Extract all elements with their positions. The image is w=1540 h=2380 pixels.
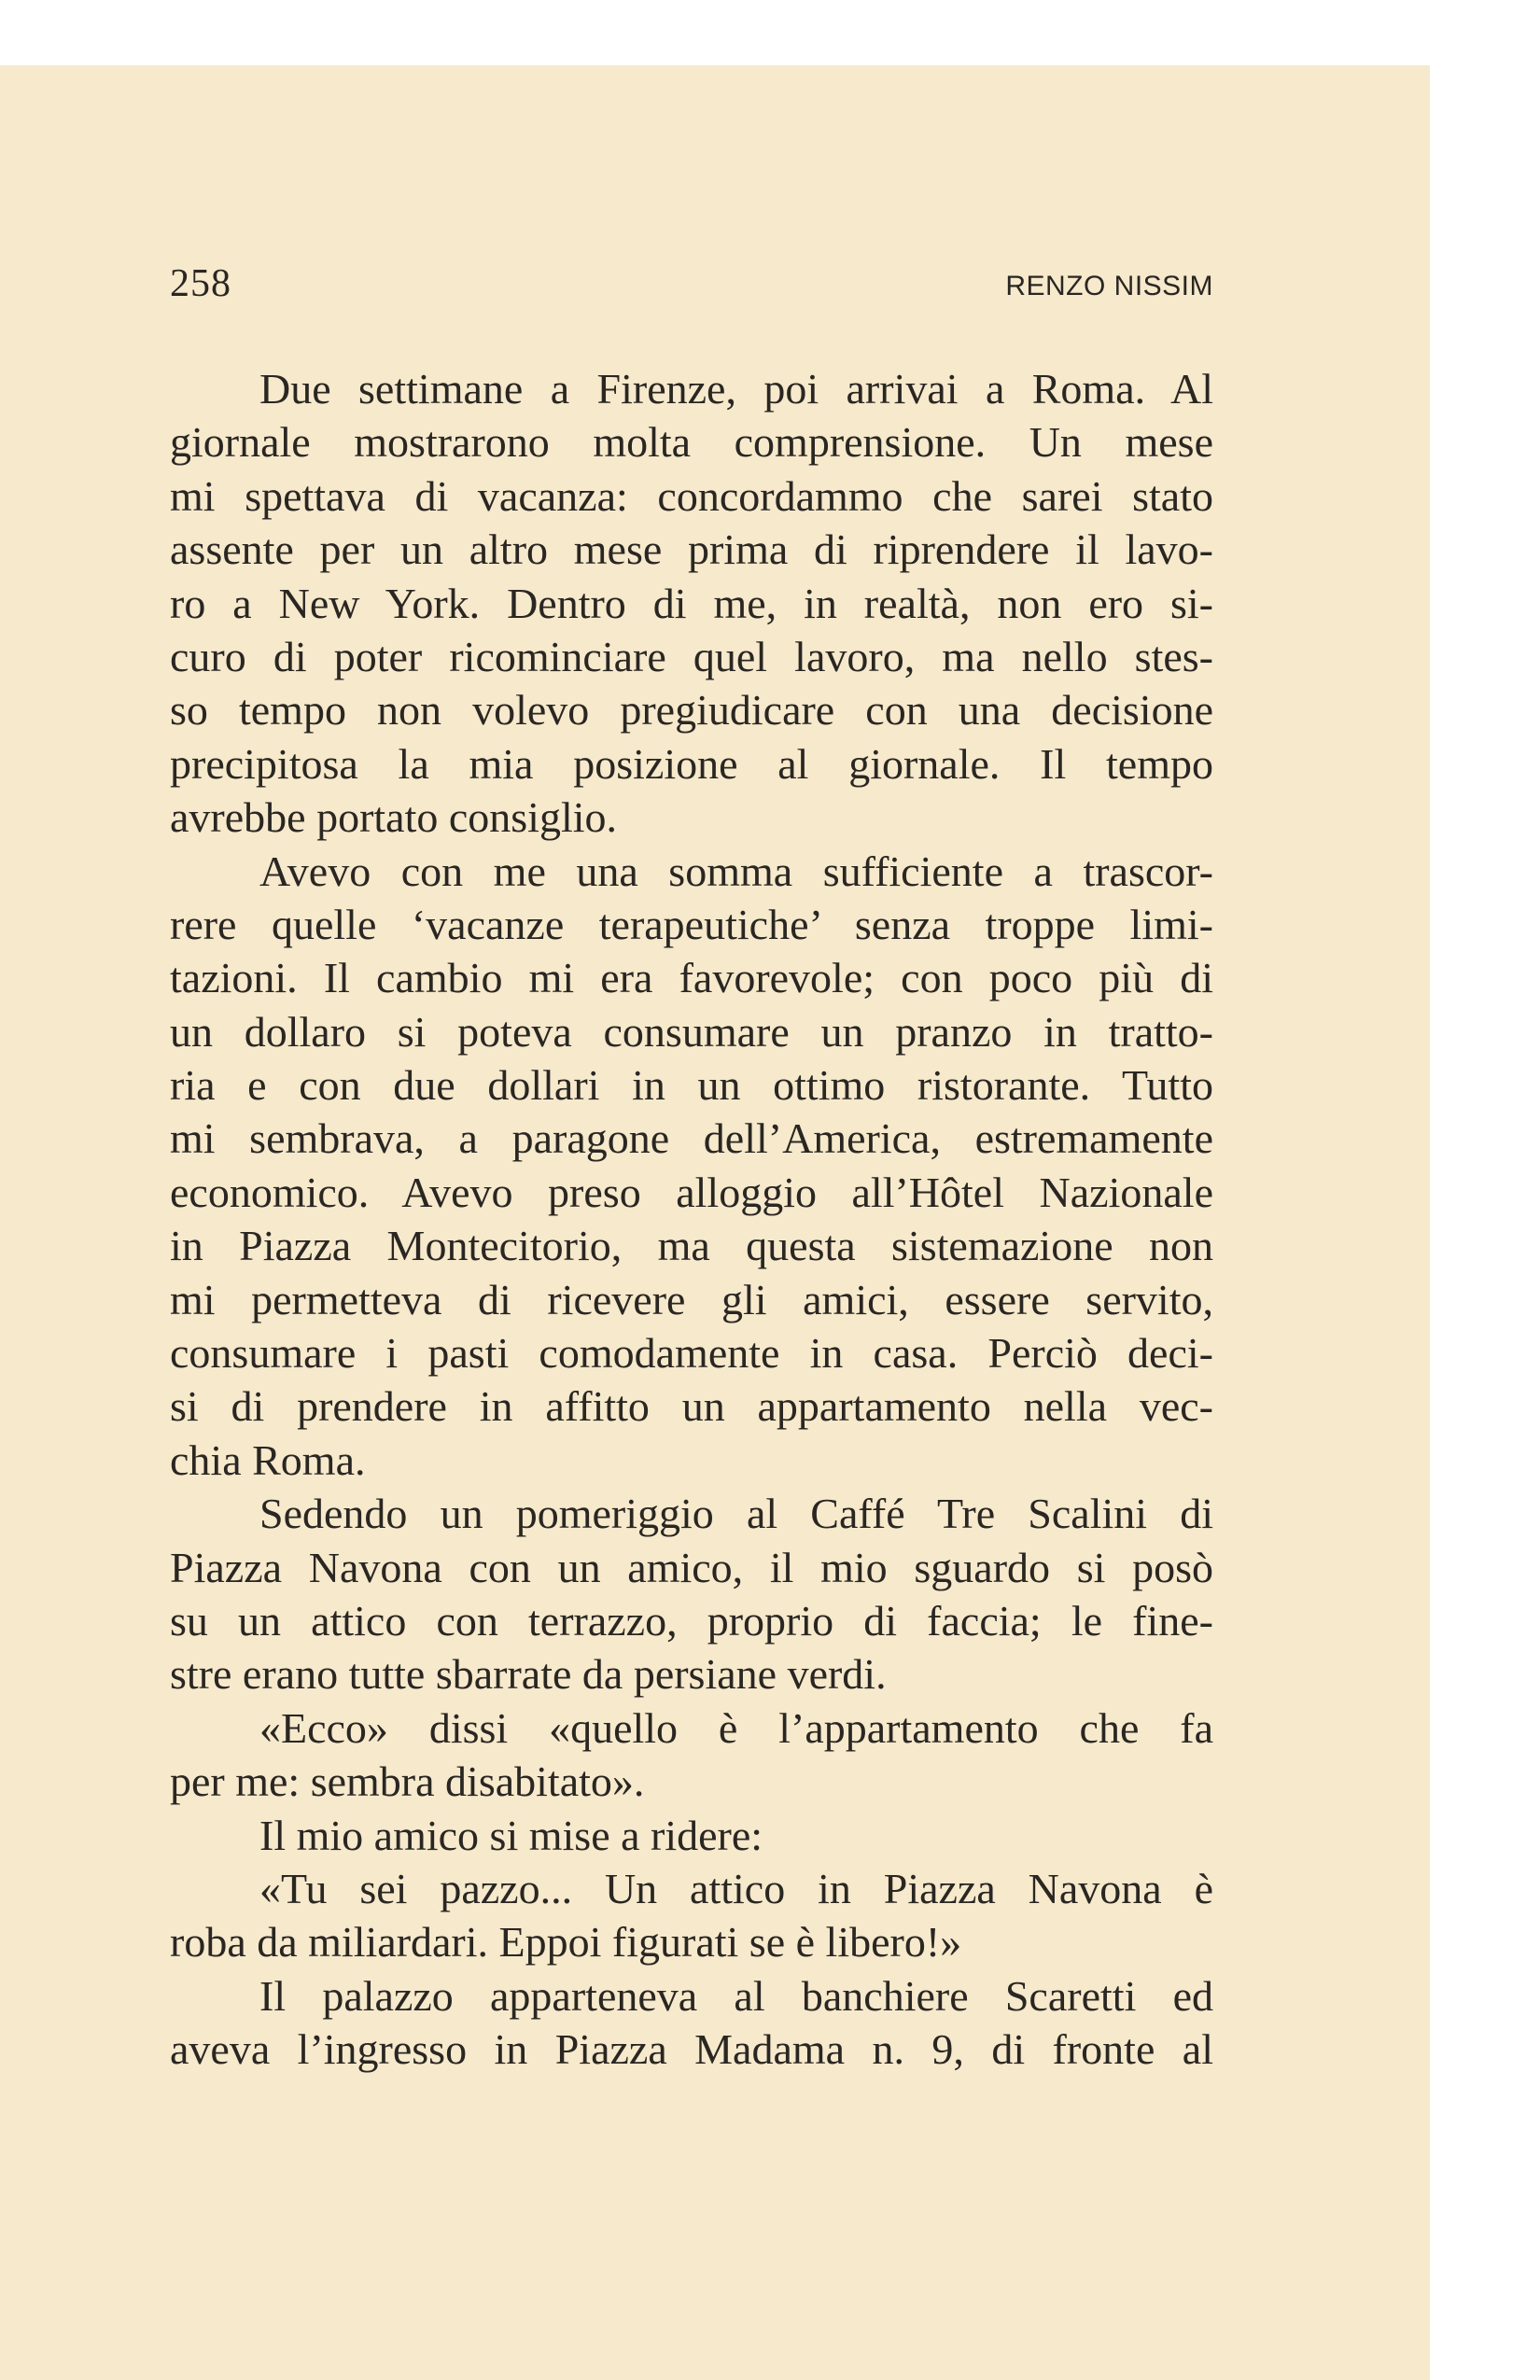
text-line: Il palazzo apparteneva al banchiere Scaretti ed bbox=[259, 1971, 1213, 2020]
text-line: economico. Avevo preso alloggio all’Hôtel Nazionale bbox=[170, 1168, 1213, 1216]
scan-margin bbox=[1430, 0, 1540, 2380]
page-number: 258 bbox=[170, 262, 231, 305]
text-line: si di prendere in affitto un appartamento nella vec- bbox=[170, 1382, 1213, 1431]
text-line: ria e con due dollari in un ottimo ristorante. Tutto bbox=[170, 1061, 1213, 1110]
text-line: roba da miliardari. Eppoi figurati se è libero!» bbox=[170, 1918, 962, 1967]
text-line: precipitosa la mia posizione al giornale. Il tempo bbox=[170, 739, 1213, 788]
text-line: so tempo non volevo pregiudicare con una decisione bbox=[170, 686, 1213, 735]
text-line: consumare i pasti comodamente in casa. Perciò deci- bbox=[170, 1329, 1213, 1378]
text-line: un dollaro si poteva consumare un pranzo in tratto- bbox=[170, 1007, 1213, 1056]
text-line: in Piazza Montecitorio, ma questa sistemazione non bbox=[170, 1222, 1213, 1270]
text-line: su un attico con terrazzo, proprio di faccia; le fine- bbox=[170, 1596, 1213, 1645]
text-line: «Ecco» dissi «quello è l’appartamento che fa bbox=[259, 1703, 1213, 1752]
text-line: stre erano tutte sbarrate da persiane verdi. bbox=[170, 1650, 887, 1699]
running-head: RENZO NISSIM bbox=[1005, 271, 1213, 301]
text-line: curo di poter ricominciare quel lavoro, ma nello stes- bbox=[170, 632, 1213, 680]
text-line: Il mio amico si mise a ridere: bbox=[259, 1811, 763, 1859]
text-line: assente per un altro mese prima di riprendere il lavo- bbox=[170, 525, 1213, 574]
text-line: Avevo con me una somma sufficiente a trascor- bbox=[259, 847, 1213, 895]
text-line: Sedendo un pomeriggio al Caffé Tre Scalini di bbox=[259, 1490, 1213, 1538]
text-line: ro a New York. Dentro di me, in realtà, non ero si- bbox=[170, 579, 1213, 627]
text-line: aveva l’ingresso in Piazza Madama n. 9, di fronte al bbox=[170, 2025, 1213, 2074]
text-line: rere quelle ‘vacanze terapeutiche’ senza troppe limi- bbox=[170, 900, 1213, 948]
text-line: «Tu sei pazzo... Un attico in Piazza Navona è bbox=[259, 1864, 1213, 1912]
body-text bbox=[170, 362, 1213, 2077]
text-line: tazioni. Il cambio mi era favorevole; con poco più di bbox=[170, 954, 1213, 1002]
text-line: giornale mostrarono molta comprensione. Un mese bbox=[170, 418, 1213, 467]
text-line: Piazza Navona con un amico, il mio sguardo si posò bbox=[170, 1543, 1213, 1591]
text-line: mi permetteva di ricevere gli amici, essere servito, bbox=[170, 1275, 1213, 1323]
text-line: Due settimane a Firenze, poi arrivai a Roma. Al bbox=[259, 365, 1213, 413]
text-line: per me: sembra disabitato». bbox=[170, 1757, 645, 1806]
text-line: mi sembrava, a paragone dell’America, estremamente bbox=[170, 1114, 1213, 1163]
text-line: chia Roma. bbox=[170, 1435, 366, 1484]
text-line: mi spettava di vacanza: concordammo che sarei stato bbox=[170, 471, 1213, 520]
text-line: avrebbe portato consiglio. bbox=[170, 793, 618, 842]
